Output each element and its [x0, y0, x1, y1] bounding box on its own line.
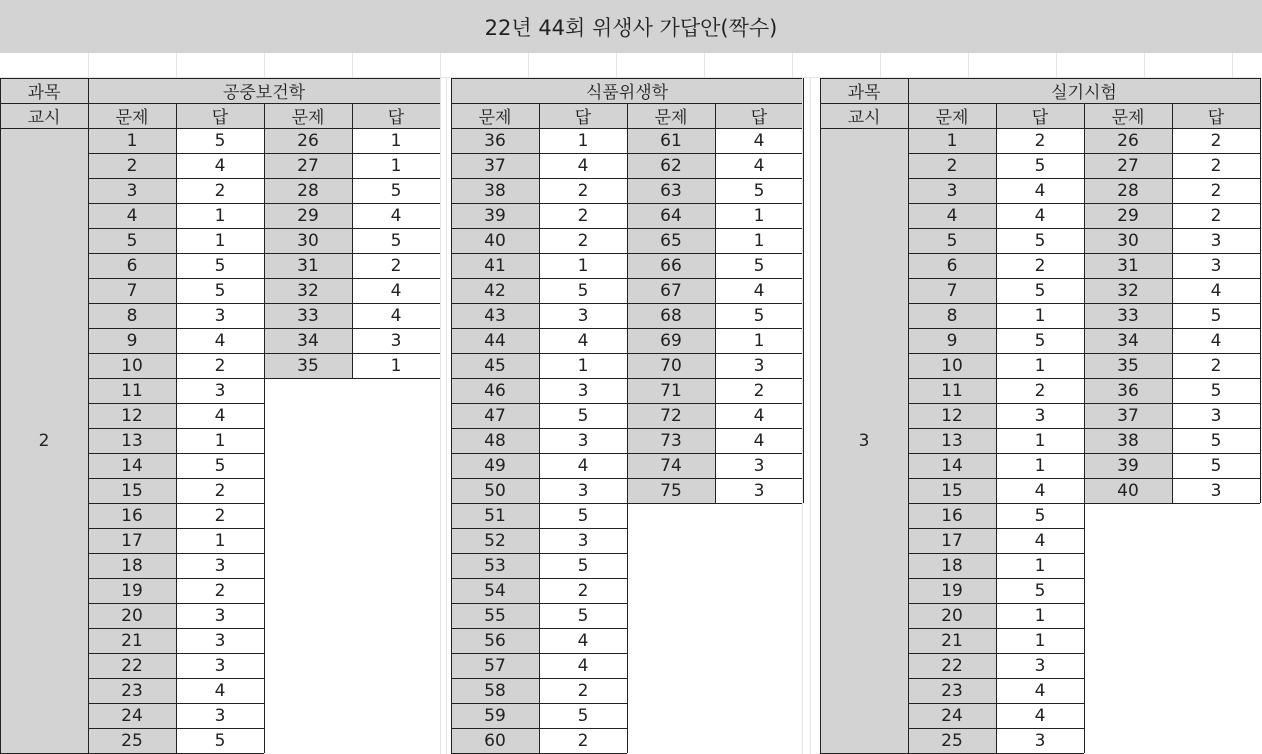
question-number: 39 — [451, 203, 539, 228]
answer-value: 5 — [996, 228, 1084, 253]
question-number: 63 — [627, 178, 715, 203]
answer-value: 4 — [539, 153, 627, 178]
answer-value: 2 — [996, 378, 1084, 403]
question-header: 문제 — [1084, 103, 1172, 128]
question-number: 49 — [451, 453, 539, 478]
question-number: 67 — [627, 278, 715, 303]
question-number: 21 — [908, 628, 996, 653]
grid-line — [627, 503, 803, 504]
grid-line — [627, 103, 628, 753]
question-number: 71 — [627, 378, 715, 403]
answer-value: 2 — [539, 678, 627, 703]
question-number: 24 — [88, 703, 176, 728]
answer-value: 5 — [996, 578, 1084, 603]
question-number: 61 — [627, 128, 715, 153]
grid-line — [820, 78, 821, 753]
question-number: 73 — [627, 428, 715, 453]
answer-value: 3 — [176, 303, 264, 328]
answer-header: 답 — [539, 103, 627, 128]
question-number: 25 — [908, 728, 996, 753]
question-number: 60 — [451, 728, 539, 753]
question-number: 1 — [88, 128, 176, 153]
question-number: 10 — [88, 353, 176, 378]
question-number: 19 — [88, 578, 176, 603]
answer-value: 4 — [176, 328, 264, 353]
answer-value: 5 — [996, 278, 1084, 303]
question-header: 문제 — [451, 103, 539, 128]
answer-value: 1 — [996, 603, 1084, 628]
answer-value: 4 — [715, 278, 803, 303]
answer-value: 1 — [539, 128, 627, 153]
question-number: 48 — [451, 428, 539, 453]
question-number: 6 — [88, 253, 176, 278]
grid-line — [820, 103, 1260, 104]
answer-header: 답 — [715, 103, 803, 128]
answer-value: 2 — [1172, 128, 1260, 153]
answer-value: 5 — [1172, 303, 1260, 328]
answer-value: 2 — [176, 503, 264, 528]
question-number: 12 — [908, 403, 996, 428]
question-number: 65 — [627, 228, 715, 253]
answer-value: 4 — [176, 678, 264, 703]
answer-value: 1 — [352, 153, 440, 178]
grid-line — [539, 103, 540, 753]
answer-value: 1 — [996, 303, 1084, 328]
answer-value: 4 — [539, 453, 627, 478]
answer-value: 3 — [176, 628, 264, 653]
answer-value: 3 — [1172, 253, 1260, 278]
subject-label: 과목 — [0, 78, 88, 103]
answer-value: 1 — [352, 353, 440, 378]
question-number: 23 — [908, 678, 996, 703]
answer-value: 2 — [996, 253, 1084, 278]
answer-value: 2 — [352, 253, 440, 278]
answer-value: 5 — [176, 128, 264, 153]
answer-value: 4 — [176, 403, 264, 428]
question-number: 16 — [908, 503, 996, 528]
question-number: 46 — [451, 378, 539, 403]
answer-value: 4 — [176, 153, 264, 178]
question-number: 4 — [88, 203, 176, 228]
question-number: 59 — [451, 703, 539, 728]
question-number: 31 — [1084, 253, 1172, 278]
question-number: 44 — [451, 328, 539, 353]
question-number: 37 — [1084, 403, 1172, 428]
grid-line — [715, 103, 716, 503]
answer-value: 2 — [539, 578, 627, 603]
grid-line — [446, 78, 447, 754]
question-number: 37 — [451, 153, 539, 178]
answer-value: 1 — [715, 228, 803, 253]
question-number: 51 — [451, 503, 539, 528]
question-number: 26 — [264, 128, 352, 153]
answer-value: 1 — [715, 328, 803, 353]
answer-value: 4 — [539, 628, 627, 653]
question-number: 14 — [88, 453, 176, 478]
answer-value: 4 — [996, 478, 1084, 503]
answer-value: 3 — [1172, 403, 1260, 428]
grid-line — [820, 128, 1260, 129]
answer-value: 5 — [539, 553, 627, 578]
question-number: 45 — [451, 353, 539, 378]
question-number: 36 — [1084, 378, 1172, 403]
answer-value: 4 — [352, 278, 440, 303]
answer-value: 4 — [996, 678, 1084, 703]
grid-line — [0, 78, 440, 79]
question-number: 64 — [627, 203, 715, 228]
period-value: 2 — [0, 128, 88, 753]
grid-line — [352, 103, 353, 378]
question-number: 35 — [264, 353, 352, 378]
grid-line — [176, 103, 177, 753]
question-number: 8 — [908, 303, 996, 328]
question-number: 40 — [1084, 478, 1172, 503]
period-label: 교시 — [820, 103, 908, 128]
answer-value: 5 — [176, 728, 264, 753]
question-header: 문제 — [264, 103, 352, 128]
question-number: 30 — [1084, 228, 1172, 253]
answer-value: 5 — [996, 503, 1084, 528]
question-number: 21 — [88, 628, 176, 653]
question-number: 13 — [908, 428, 996, 453]
answer-value: 3 — [539, 378, 627, 403]
question-number: 32 — [264, 278, 352, 303]
question-number: 6 — [908, 253, 996, 278]
question-number: 47 — [451, 403, 539, 428]
question-number: 74 — [627, 453, 715, 478]
answer-value: 5 — [539, 403, 627, 428]
answer-value: 2 — [1172, 153, 1260, 178]
answer-value: 3 — [176, 553, 264, 578]
question-number: 13 — [88, 428, 176, 453]
question-number: 22 — [908, 653, 996, 678]
page-title: 22년 44회 위생사 가답안(짝수) — [0, 0, 1262, 53]
grid-line — [803, 78, 804, 503]
subject-name: 공중보건학 — [88, 78, 440, 103]
question-number: 69 — [627, 328, 715, 353]
question-number: 30 — [264, 228, 352, 253]
answer-value: 5 — [539, 503, 627, 528]
answer-value: 4 — [715, 153, 803, 178]
answer-value: 4 — [352, 303, 440, 328]
answer-value: 1 — [996, 628, 1084, 653]
answer-value: 3 — [539, 303, 627, 328]
question-number: 41 — [451, 253, 539, 278]
answer-value: 2 — [715, 378, 803, 403]
answer-value: 4 — [996, 528, 1084, 553]
answer-value: 3 — [176, 653, 264, 678]
question-number: 50 — [451, 478, 539, 503]
answer-value: 4 — [1172, 278, 1260, 303]
question-number: 15 — [88, 478, 176, 503]
question-number: 27 — [1084, 153, 1172, 178]
grid-line — [0, 103, 440, 104]
question-number: 16 — [88, 503, 176, 528]
question-number: 62 — [627, 153, 715, 178]
answer-value: 3 — [1172, 228, 1260, 253]
answer-value: 3 — [539, 478, 627, 503]
answer-value: 3 — [176, 378, 264, 403]
answer-value: 2 — [176, 178, 264, 203]
question-number: 33 — [264, 303, 352, 328]
answer-value: 4 — [996, 203, 1084, 228]
answer-header: 답 — [352, 103, 440, 128]
question-number: 12 — [88, 403, 176, 428]
answer-value: 5 — [539, 703, 627, 728]
answer-value: 3 — [996, 653, 1084, 678]
answer-value: 4 — [715, 128, 803, 153]
question-number: 53 — [451, 553, 539, 578]
answer-value: 1 — [176, 428, 264, 453]
answer-header: 답 — [996, 103, 1084, 128]
grid-line — [451, 78, 803, 79]
answer-value: 1 — [539, 353, 627, 378]
answer-value: 2 — [1172, 178, 1260, 203]
answer-value: 5 — [715, 303, 803, 328]
question-number: 40 — [451, 228, 539, 253]
answer-value: 4 — [715, 428, 803, 453]
grid-line — [1172, 103, 1173, 503]
question-header: 문제 — [627, 103, 715, 128]
answer-value: 1 — [996, 453, 1084, 478]
grid-line — [1084, 503, 1260, 504]
question-number: 55 — [451, 603, 539, 628]
question-number: 5 — [88, 228, 176, 253]
answer-value: 4 — [996, 703, 1084, 728]
answer-value: 2 — [176, 578, 264, 603]
question-number: 28 — [1084, 178, 1172, 203]
question-number: 3 — [88, 178, 176, 203]
grid-line — [802, 78, 803, 754]
question-number: 20 — [88, 603, 176, 628]
question-number: 15 — [908, 478, 996, 503]
grid-line — [996, 103, 997, 753]
answer-value: 2 — [539, 728, 627, 753]
question-number: 33 — [1084, 303, 1172, 328]
subject-label: 과목 — [820, 78, 908, 103]
question-number: 14 — [908, 453, 996, 478]
answer-value: 3 — [176, 603, 264, 628]
question-number: 28 — [264, 178, 352, 203]
answer-value: 3 — [352, 328, 440, 353]
question-number: 5 — [908, 228, 996, 253]
question-number: 31 — [264, 253, 352, 278]
grid-line — [440, 78, 441, 754]
answer-value: 2 — [539, 228, 627, 253]
question-number: 68 — [627, 303, 715, 328]
answer-value: 2 — [176, 478, 264, 503]
period-value: 3 — [820, 128, 908, 753]
question-number: 36 — [451, 128, 539, 153]
grid-line — [0, 128, 440, 129]
answer-value: 5 — [352, 228, 440, 253]
question-number: 20 — [908, 603, 996, 628]
question-number: 1 — [908, 128, 996, 153]
answer-value: 5 — [352, 178, 440, 203]
grid-line — [264, 378, 440, 379]
answer-value: 4 — [539, 328, 627, 353]
question-number: 29 — [1084, 203, 1172, 228]
answer-value: 5 — [539, 278, 627, 303]
answer-value: 4 — [996, 178, 1084, 203]
question-number: 18 — [908, 553, 996, 578]
question-number: 52 — [451, 528, 539, 553]
answer-value: 3 — [715, 353, 803, 378]
answer-value: 1 — [539, 253, 627, 278]
question-number: 24 — [908, 703, 996, 728]
answer-value: 4 — [1172, 328, 1260, 353]
question-number: 32 — [1084, 278, 1172, 303]
answer-value: 3 — [996, 403, 1084, 428]
answer-value: 5 — [996, 328, 1084, 353]
question-number: 72 — [627, 403, 715, 428]
spacer-row — [0, 53, 1262, 78]
answer-value: 1 — [352, 128, 440, 153]
answer-value: 1 — [176, 528, 264, 553]
grid-line — [264, 103, 265, 753]
answer-value: 2 — [539, 203, 627, 228]
question-number: 9 — [88, 328, 176, 353]
question-number: 18 — [88, 553, 176, 578]
answer-value: 4 — [539, 653, 627, 678]
answer-value: 1 — [996, 428, 1084, 453]
grid-line — [1260, 78, 1261, 503]
question-number: 2 — [88, 153, 176, 178]
answer-value: 3 — [715, 453, 803, 478]
answer-value: 5 — [539, 603, 627, 628]
answer-value: 1 — [996, 353, 1084, 378]
answer-value: 3 — [539, 528, 627, 553]
question-number: 27 — [264, 153, 352, 178]
question-number: 4 — [908, 203, 996, 228]
answer-value: 5 — [715, 178, 803, 203]
answer-value: 3 — [539, 428, 627, 453]
answer-value: 1 — [176, 203, 264, 228]
answer-value: 2 — [1172, 203, 1260, 228]
question-number: 7 — [88, 278, 176, 303]
answer-value: 5 — [715, 253, 803, 278]
question-number: 38 — [451, 178, 539, 203]
answer-value: 5 — [1172, 453, 1260, 478]
question-number: 42 — [451, 278, 539, 303]
subject-name: 식품위생학 — [451, 78, 803, 103]
answer-value: 5 — [1172, 428, 1260, 453]
answer-value: 5 — [996, 153, 1084, 178]
answer-value: 5 — [176, 253, 264, 278]
grid-line — [908, 78, 909, 753]
question-number: 3 — [908, 178, 996, 203]
question-header: 문제 — [88, 103, 176, 128]
question-number: 10 — [908, 353, 996, 378]
question-number: 75 — [627, 478, 715, 503]
answer-value: 1 — [715, 203, 803, 228]
answer-value: 3 — [1172, 478, 1260, 503]
answer-value: 3 — [176, 703, 264, 728]
question-number: 2 — [908, 153, 996, 178]
question-number: 39 — [1084, 453, 1172, 478]
answer-value: 5 — [1172, 378, 1260, 403]
answer-value: 2 — [1172, 353, 1260, 378]
question-number: 35 — [1084, 353, 1172, 378]
grid-line — [451, 78, 452, 753]
question-number: 8 — [88, 303, 176, 328]
answer-value: 5 — [176, 278, 264, 303]
answer-value: 3 — [715, 478, 803, 503]
question-number: 7 — [908, 278, 996, 303]
subject-name: 실기시험 — [908, 78, 1260, 103]
answer-value: 1 — [176, 228, 264, 253]
grid-line — [0, 78, 1, 753]
answer-value: 1 — [996, 553, 1084, 578]
question-number: 34 — [264, 328, 352, 353]
answer-value: 4 — [715, 403, 803, 428]
question-number: 25 — [88, 728, 176, 753]
answer-value: 5 — [176, 453, 264, 478]
question-number: 56 — [451, 628, 539, 653]
question-number: 9 — [908, 328, 996, 353]
answer-value: 3 — [996, 728, 1084, 753]
question-number: 26 — [1084, 128, 1172, 153]
question-number: 17 — [88, 528, 176, 553]
grid-line — [810, 78, 811, 754]
answer-value: 2 — [996, 128, 1084, 153]
question-number: 19 — [908, 578, 996, 603]
question-number: 38 — [1084, 428, 1172, 453]
question-number: 58 — [451, 678, 539, 703]
answer-value: 4 — [352, 203, 440, 228]
question-number: 54 — [451, 578, 539, 603]
question-number: 29 — [264, 203, 352, 228]
grid-line — [820, 78, 1260, 79]
period-label: 교시 — [0, 103, 88, 128]
answer-value: 2 — [539, 178, 627, 203]
question-number: 34 — [1084, 328, 1172, 353]
question-number: 11 — [908, 378, 996, 403]
question-number: 43 — [451, 303, 539, 328]
question-number: 23 — [88, 678, 176, 703]
question-number: 22 — [88, 653, 176, 678]
question-number: 57 — [451, 653, 539, 678]
question-header: 문제 — [908, 103, 996, 128]
question-number: 17 — [908, 528, 996, 553]
question-number: 70 — [627, 353, 715, 378]
answer-header: 답 — [1172, 103, 1260, 128]
grid-line — [1084, 103, 1085, 753]
answer-value: 2 — [176, 353, 264, 378]
question-number: 11 — [88, 378, 176, 403]
grid-line — [88, 78, 89, 753]
answer-header: 답 — [176, 103, 264, 128]
question-number: 66 — [627, 253, 715, 278]
